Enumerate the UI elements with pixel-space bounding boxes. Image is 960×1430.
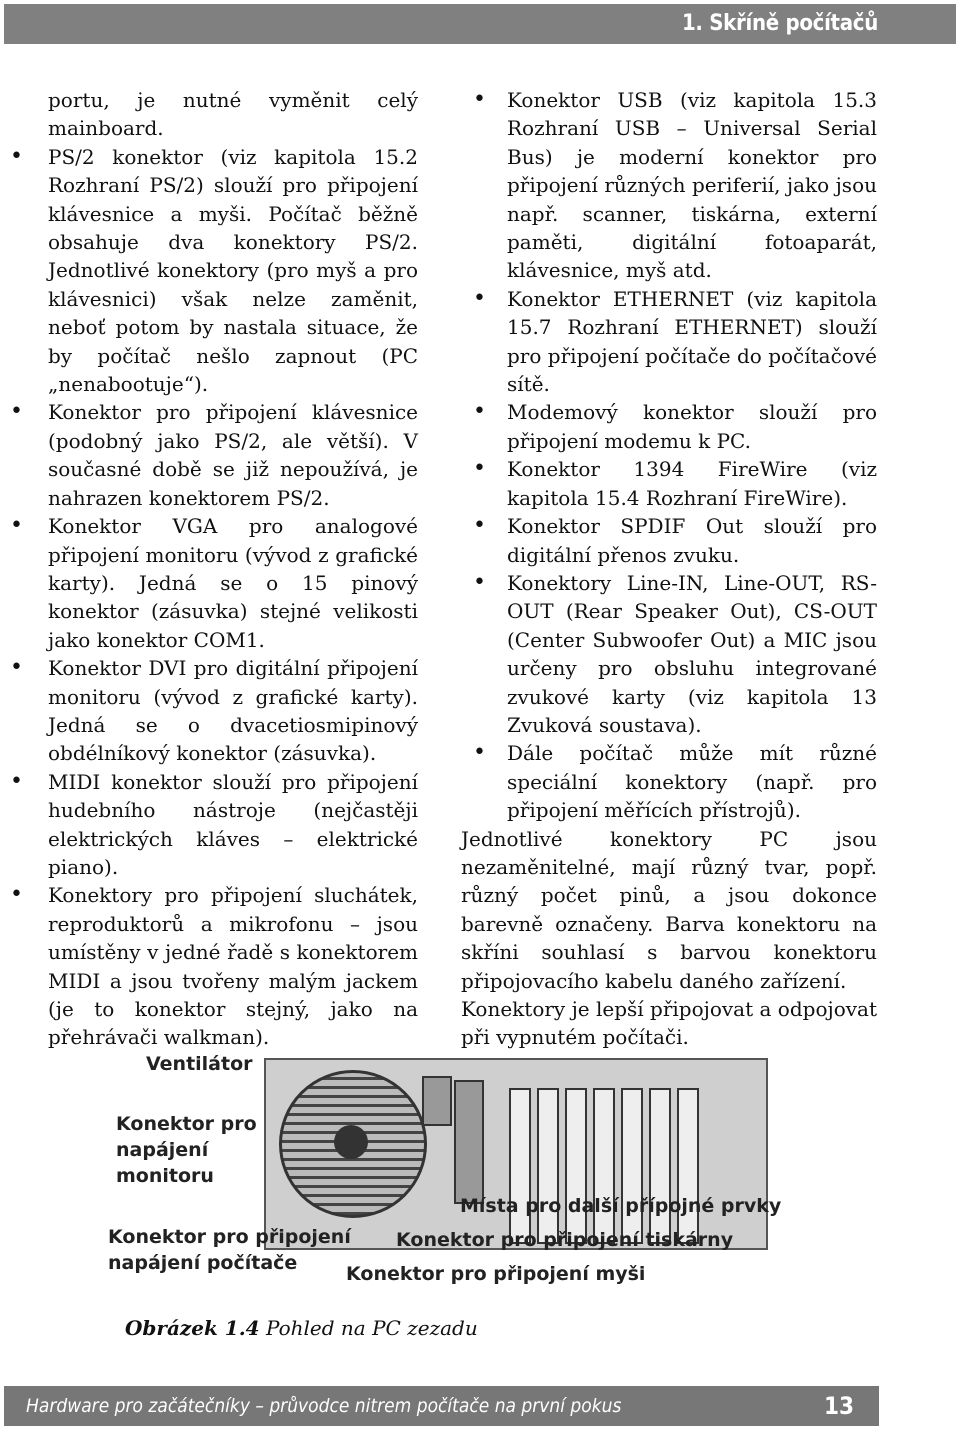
expansion-slot [565,1088,587,1244]
figure-caption [125,1316,478,1340]
list-item: • Dále počítač může mít různé speciální konektory (např. pro připojení měřících přístrojů). [461,739,877,824]
connector-icon [422,1076,452,1126]
expansion-slot [593,1088,615,1244]
list-item: • Konektor 1394 FireWire (viz kapitola 15.4 Rozhraní FireWire). [461,455,877,512]
label-pc-power: napájení počítače [108,1252,298,1274]
expansion-slot [509,1088,531,1244]
right-bullet-list [461,86,877,825]
label-monitor-power: Konektor pro [116,1113,257,1135]
list-item: • MIDI konektor slouží pro připojení hudebního nástroje (nejčastěji elektrických kláves – elektrické piano). [48,768,418,882]
port-stack-icon [454,1080,484,1204]
label-printer: Konektor pro připojení tiskárny [396,1229,734,1251]
label-monitor-power: monitoru [116,1165,214,1187]
list-item: • Konektory Line-IN, Line-OUT, RS-OUT (Rear Speaker Out), CS-OUT (Center Subwoofer Out) a MIC jsou určeny pro obsluhu integrované zvukové karty (viz kapitola 13 Zvuková soustava). [461,569,877,739]
label-monitor-power: napájení [116,1139,209,1161]
list-item: • PS/2 konektor (viz kapitola 15.2 Rozhraní PS/2) slouží pro připojení klávesnice a myši. Počítač běžně obsahuje dva konektory PS/2. Jednotlivé konektory (pro myš a pro klávesnici) však nelze zaměnit, neboť potom by nastala situace, že by počítač nešlo zapnout (PC „nenabootuje“). [48,143,418,399]
label-pc-power: Konektor pro připojení [108,1226,351,1248]
label-fan: Ventilátor [146,1053,253,1075]
expansion-slot [649,1088,671,1244]
continuation-text: portu, je nutné vyměnit celý mainboard. [48,88,418,141]
expansion-slot [621,1088,643,1244]
expansion-slot [677,1088,699,1244]
list-item: • Konektor SPDIF Out slouží pro digitální přenos zvuku. [461,512,877,569]
paragraph: Jednotlivé konektory PC jsou nezaměnitelné, mají různý tvar, popř. různý počet pinů, a jsou dokonce barevně označeny. Barva konektoru na skříni souhlasí s barvou konektoru připojovacího kabelu daného zařízení. [461,826,877,993]
left-bullet-list [48,143,418,1052]
list-item: • Konektor ETHERNET (viz kapitola 15.7 Rozhraní ETHERNET) slouží pro připojení počítače do počítačové sítě. [461,285,877,399]
caption-text: Pohled na PC zezadu [259,1316,478,1340]
page-number: 13 [823,1392,854,1420]
list-item: • Konektory pro připojení sluchátek, reproduktorů a mikrofonu – jsou umístěny v jedné řadě s konektorem MIDI a jsou tvořeny malým jackem (je to konektor stejný, jako na přehrávači walkman). [48,881,418,1051]
book-title: Hardware pro začátečníky – průvodce nitrem počítače na první pokus [26,1395,622,1417]
list-item: • Konektor USB (viz kapitola 15.3 Rozhraní USB – Universal Serial Bus) je moderní konektor pro připojení různých periferií, jako jsou např. scanner, tiskárna, externí paměti, digitální fotoaparát, klávesnice, myš atd. [461,86,877,285]
right-column [461,86,877,1052]
expansion-slot [537,1088,559,1244]
fan-hub [334,1125,368,1159]
paragraph: Konektory je lepší připojovat a odpojovat při vypnutém počítači. [461,997,877,1050]
chapter-title: 1. Skříně počítačů [681,11,878,36]
label-mouse: Konektor pro připojení myši [346,1263,646,1285]
list-item: • Modemový konektor slouží pro připojení modemu k PC. [461,398,877,455]
left-column [48,86,418,1052]
list-item: • Konektor pro připojení klávesnice (podobný jako PS/2, ale větší). V současné době se již nepoužívá, je nahrazen konektorem PS/2. [48,398,418,512]
pc-rear-figure [104,1040,794,1300]
label-expansion: Místa pro další přípojné prvky [460,1195,782,1217]
list-item: • Konektor VGA pro analogové připojení monitoru (vývod z grafické karty). Jedná se o 15 pinový konektor (zásuvka) stejné velikosti jako konektor COM1. [48,512,418,654]
list-item: • Konektor DVI pro digitální připojení monitoru (vývod z grafické karty). Jedná se o dvacetiosmipinový obdélníkový konektor (zásuvka). [48,654,418,768]
caption-number: Obrázek 1.4 [125,1316,260,1340]
